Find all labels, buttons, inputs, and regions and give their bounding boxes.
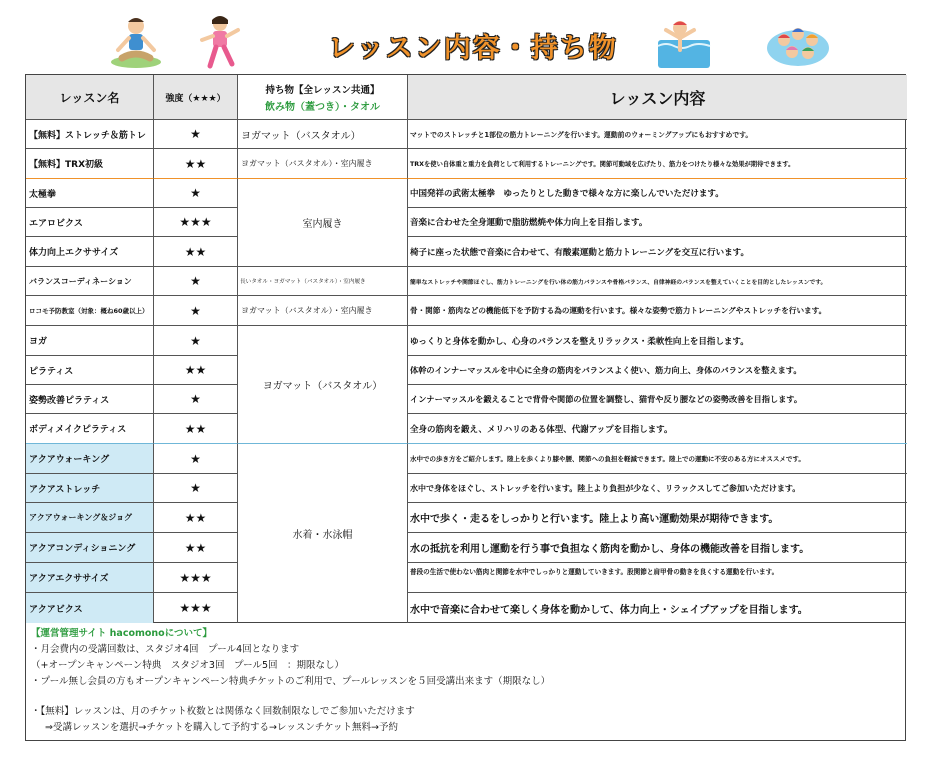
header-items bbox=[238, 75, 408, 120]
lesson-name: ヨガ bbox=[26, 326, 154, 356]
header-content: レッスン内容 bbox=[408, 75, 907, 120]
note-line: ・【無料】レッスンは、月のチケット枚数とは関係なく回数制限なしでご参加いただけます bbox=[31, 706, 415, 717]
lesson-name: アクアウォーキング bbox=[26, 444, 154, 474]
lesson-content: 簡単なストレッチや関節ほぐし、筋力トレーニングを行い体の筋力バランスや骨格バランス、自律神経のバランスを整えていくことを目的としたレッスンです。 bbox=[408, 267, 907, 296]
items-cell: ヨガマット（バスタオル） bbox=[238, 120, 408, 149]
header-lesson-name: レッスン名 bbox=[26, 75, 154, 120]
intensity-stars: ★★★ bbox=[154, 593, 238, 623]
lesson-name: 【無料】ストレッチ＆筋トレ bbox=[26, 120, 154, 149]
note-line: ・月会費内の受講回数は、スタジオ4回 プール4回となります bbox=[31, 644, 300, 655]
lesson-content: 全身の筋肉を鍛え、メリハリのある体型、代謝アップを目指します。 bbox=[408, 414, 907, 444]
lesson-name: 太極拳 bbox=[26, 179, 154, 208]
intensity-stars: ★ bbox=[154, 444, 238, 474]
intensity-stars: ★★★ bbox=[154, 563, 238, 593]
lesson-name: エアロビクス bbox=[26, 208, 154, 237]
header-items-common: 持ち物【全レッスン共通】 bbox=[265, 84, 380, 96]
notes-title: 【運営管理サイト hacomonoについて】 bbox=[31, 628, 212, 639]
lesson-content: 水の抵抗を利用し運動を行う事で負担なく筋肉を動かし、身体の機能改善を目指します。 bbox=[408, 533, 907, 563]
intensity-stars: ★★ bbox=[154, 237, 238, 267]
notes-box bbox=[25, 623, 906, 741]
lesson-content: インナーマッスルを鍛えることで背骨や関節の位置を調整し、猫背や反り腰などの姿勢改善を目指します。 bbox=[408, 385, 907, 414]
page-title: レッスン内容・持ち物 bbox=[328, 33, 618, 64]
lesson-name: アクアエクササイズ bbox=[26, 563, 154, 593]
lesson-content: 骨・関節・筋肉などの機能低下を予防する為の運動を行います。様々な姿勢で筋力トレーニングやストレッチを行います。 bbox=[408, 296, 907, 326]
lesson-name: アクアストレッチ bbox=[26, 474, 154, 503]
intensity-stars: ★ bbox=[154, 267, 238, 296]
lesson-name: ピラティス bbox=[26, 356, 154, 385]
lesson-name: アクアウォーキング＆ジョグ bbox=[26, 503, 154, 533]
yoga-person-illustration bbox=[110, 14, 162, 70]
lesson-content: 水中で歩く・走るをしっかりと行います。陸上より高い運動効果が期待できます。 bbox=[408, 503, 907, 533]
lesson-name: バランスコーディネーション bbox=[26, 267, 154, 296]
note-line: ・プール無し会員の方もオープンキャンペーン特典チケットのご利用で、プールレッスンを５回受講出来ます（期限なし） bbox=[31, 676, 551, 687]
header-intensity: 強度（★★★） bbox=[154, 75, 238, 120]
page-header bbox=[0, 0, 929, 74]
note-line: ⇒受講レッスンを選択→チケットを購入して予約する→レッスンチケット無料→予約 bbox=[45, 722, 398, 733]
lesson-name: 体力向上エクササイズ bbox=[26, 237, 154, 267]
lesson-name: アクアビクス bbox=[26, 593, 154, 623]
intensity-stars: ★ bbox=[154, 179, 238, 208]
lesson-name: アクアコンディショニング bbox=[26, 533, 154, 563]
pool-children-illustration bbox=[766, 18, 830, 68]
lesson-content: 体幹のインナーマッスルを中心に全身の筋肉をバランスよく使い、筋力向上、身体のバランスを整えます。 bbox=[408, 356, 907, 385]
header-items-drink-towel: 飲み物（蓋つき）・タオル bbox=[265, 101, 380, 113]
lesson-content: 椅子に座った状態で音楽に合わせて、有酸素運動と筋力トレーニングを交互に行います。 bbox=[408, 237, 907, 267]
lesson-name: ロコモ予防教室（対象：概ね60歳以上） bbox=[26, 296, 154, 326]
lesson-name: 姿勢改善ピラティス bbox=[26, 385, 154, 414]
lesson-content: 水中で身体をほぐし、ストレッチを行います。陸上より負担が少なく、リラックスしてご参加いただけます。 bbox=[408, 474, 907, 503]
intensity-stars: ★★ bbox=[154, 503, 238, 533]
intensity-stars: ★ bbox=[154, 385, 238, 414]
lesson-content: 水中で音楽に合わせて楽しく身体を動かして、体力向上・シェイプアップを目指します。 bbox=[410, 604, 808, 616]
items-merged-indoor-shoes: 室内履き bbox=[238, 179, 408, 267]
lesson-content: ゆっくりと身体を動かし、心身のバランスを整えリラックス・柔軟性向上を目指します。 bbox=[408, 326, 907, 356]
lesson-content: TRXを使い自体重と重力を負荷として利用するトレーニングです。関節可動域を広げたり、筋力をつけたり様々な効果が期待できます。 bbox=[408, 149, 907, 179]
lesson-name: 【無料】TRX初級 bbox=[26, 149, 154, 179]
intensity-stars: ★★ bbox=[154, 533, 238, 563]
items-merged-yoga-mat: ヨガマット（バスタオル） bbox=[238, 326, 408, 444]
lesson-content: 水中での歩き方をご紹介します。陸上を歩くより膝や腰、関節への負担を軽減できます。陸上での運動に不安のある方にオススメです。 bbox=[408, 444, 907, 474]
swimmer-illustration bbox=[656, 16, 712, 70]
lesson-content: 中国発祥の武術太極拳 ゆったりとした動きで様々な方に楽しんでいただけます。 bbox=[408, 179, 907, 208]
note-spacer bbox=[31, 690, 900, 704]
intensity-stars: ★★ bbox=[154, 414, 238, 444]
intensity-stars: ★★★ bbox=[154, 208, 238, 237]
items-merged-swimwear: 水着・水泳帽 bbox=[238, 444, 408, 623]
lesson-table bbox=[25, 74, 906, 623]
items-cell: 長いタオル・ヨガマット（バスタオル）・室内履き bbox=[238, 267, 408, 296]
intensity-stars: ★ bbox=[154, 296, 238, 326]
intensity-stars: ★ bbox=[154, 474, 238, 503]
intensity-stars: ★★ bbox=[154, 356, 238, 385]
lesson-name: ボディメイクピラティス bbox=[26, 414, 154, 444]
running-woman-illustration bbox=[198, 14, 244, 72]
items-cell: ヨガマット（バスタオル）・室内履き bbox=[238, 296, 408, 326]
lesson-content: マットでのストレッチと1部位の筋力トレーニングを行います。運動前のウォーミングアップにもおすすめです。 bbox=[408, 120, 907, 149]
items-cell: ヨガマット（バスタオル）・室内履き bbox=[238, 149, 408, 179]
intensity-stars: ★ bbox=[154, 120, 238, 149]
intensity-stars: ★★ bbox=[154, 149, 238, 179]
lesson-content: 普段の生活で使わない筋肉と関節を水中でしっかりと運動していきます。股関節と肩甲骨の動きを良くする運動を行います。 bbox=[408, 563, 907, 593]
lesson-content: 音楽に合わせた全身運動で脂肪燃焼や体力向上を目指します。 bbox=[408, 208, 907, 237]
note-line: （+オープンキャンペーン特典 スタジオ3回 プール5回 ：期限なし） bbox=[31, 660, 345, 671]
intensity-stars: ★ bbox=[154, 326, 238, 356]
